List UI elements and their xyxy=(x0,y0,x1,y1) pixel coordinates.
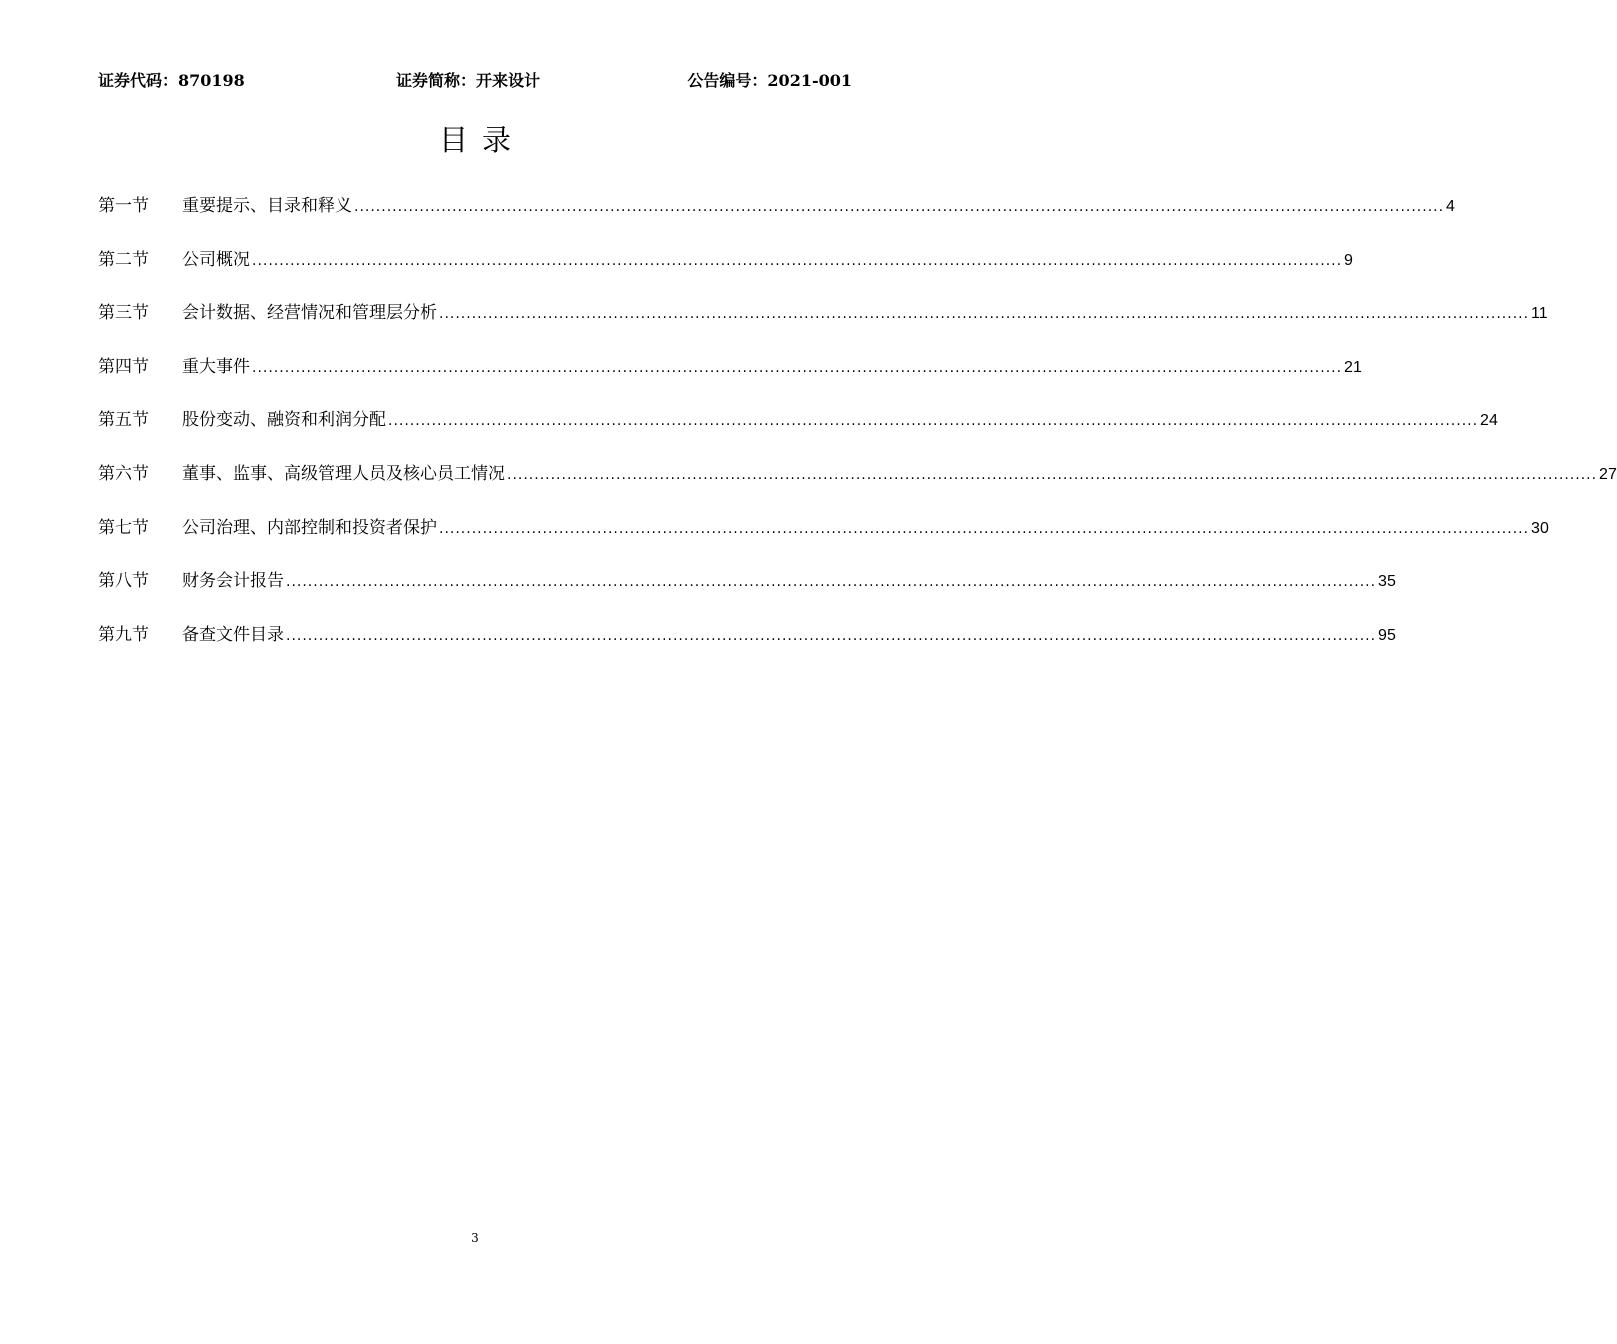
toc-section-number: 第四节 xyxy=(98,356,149,377)
toc-section-title: 重大事件 xyxy=(182,356,250,377)
toc-dot-leader: ........................................................................................................................................................................................................ xyxy=(439,306,1530,323)
toc-section-title: 财务会计报告 xyxy=(182,571,284,592)
toc-entry[interactable] xyxy=(98,247,1353,301)
page-title: 目录 xyxy=(438,123,525,157)
toc-page-number: 30 xyxy=(1531,519,1549,537)
stock-short-name: 证券简称：开来设计 xyxy=(396,71,541,90)
announcement-number: 公告编号：2021-001 xyxy=(687,71,852,90)
toc-entry[interactable] xyxy=(98,461,1617,515)
table-of-contents xyxy=(98,193,1617,675)
toc-section-title: 董事、监事、高级管理人员及核心员工情况 xyxy=(182,463,505,484)
toc-dot-leader: ........................................................................................................................................................................................................ xyxy=(388,413,1479,430)
toc-page-number: 35 xyxy=(1378,573,1396,591)
page-number: 3 xyxy=(471,1231,479,1245)
toc-entry[interactable] xyxy=(98,622,1396,676)
toc-entry[interactable] xyxy=(98,568,1396,622)
toc-section-number: 第二节 xyxy=(98,249,149,270)
toc-section-number: 第八节 xyxy=(98,571,149,592)
toc-section-number: 第六节 xyxy=(98,463,149,484)
toc-dot-leader: ........................................................................................................................................................................................................ xyxy=(507,466,1598,483)
toc-entry[interactable] xyxy=(98,193,1455,247)
toc-section-number: 第五节 xyxy=(98,410,149,431)
toc-page-number: 9 xyxy=(1344,251,1353,269)
toc-dot-leader: ........................................................................................................................................................................................................ xyxy=(439,520,1530,537)
toc-dot-leader: ........................................................................................................................................................................................................ xyxy=(286,574,1377,591)
toc-page-number: 4 xyxy=(1446,198,1455,215)
toc-section-title: 股份变动、融资和利润分配 xyxy=(182,410,386,431)
toc-entry[interactable] xyxy=(98,354,1362,408)
stock-code: 证券代码：870198 xyxy=(98,71,245,90)
toc-section-title: 公司概况 xyxy=(182,249,250,270)
toc-page-number: 11 xyxy=(1531,305,1548,323)
toc-dot-leader: ........................................................................................................................................................................................................ xyxy=(252,359,1343,376)
toc-entry[interactable] xyxy=(98,300,1548,354)
toc-section-title: 公司治理、内部控制和投资者保护 xyxy=(182,517,437,538)
toc-entry[interactable] xyxy=(98,515,1549,569)
toc-page-number: 21 xyxy=(1344,358,1362,376)
toc-section-title: 备查文件目录 xyxy=(182,624,284,645)
toc-section-number: 第九节 xyxy=(98,624,149,645)
toc-section-title: 重要提示、目录和释义 xyxy=(182,196,352,216)
toc-dot-leader: ........................................................................................................................................................................................................ xyxy=(354,199,1445,215)
toc-section-number: 第三节 xyxy=(98,303,149,324)
page-header xyxy=(98,68,852,92)
toc-entry[interactable] xyxy=(98,407,1498,461)
toc-dot-leader: ........................................................................................................................................................................................................ xyxy=(286,627,1377,644)
toc-section-title: 会计数据、经营情况和管理层分析 xyxy=(182,303,437,324)
toc-page-number: 27 xyxy=(1599,465,1617,483)
toc-page-number: 24 xyxy=(1480,412,1498,430)
toc-page-number: 95 xyxy=(1378,626,1396,644)
toc-section-number: 第一节 xyxy=(98,196,149,216)
toc-dot-leader: ........................................................................................................................................................................................................ xyxy=(252,252,1343,269)
toc-section-number: 第七节 xyxy=(98,517,149,538)
